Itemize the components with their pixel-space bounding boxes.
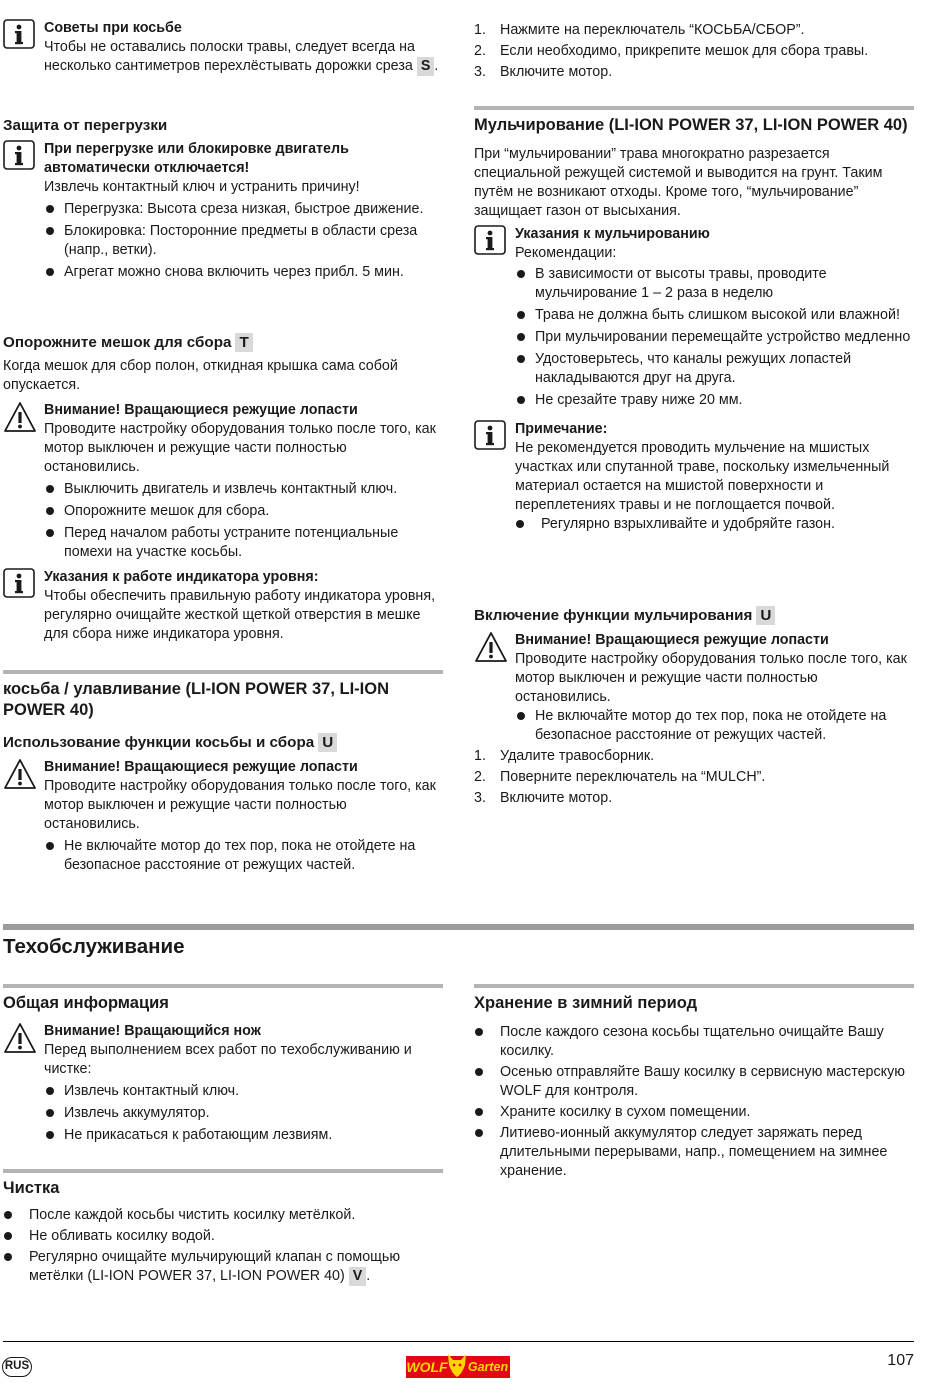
warning-text: Проводите настройку оборудования только после того, как мотор выключен и режущие части полностью остановились. [44, 778, 436, 832]
section-heading: Чистка [3, 1179, 60, 1197]
bullet-list [515, 515, 914, 534]
divider [3, 984, 443, 988]
list-item: После каждого сезона косьбы тщательно очищайте Вашу косилку. [474, 1023, 914, 1061]
subsection-heading: Использование функции косьбы и сбора U [3, 733, 443, 752]
warning-icon [3, 758, 37, 790]
paragraph: При “мульчировании” трава многократно разрезается специальной режущей системой и выводится на грунт. Таким путём не возникают отходы. Кроме того, “мульчирование” защищает газон от высыхания. [474, 146, 883, 219]
section-heading: Включение функции мульчирования U [474, 606, 914, 625]
warning-icon [3, 401, 37, 433]
cleaning-section [3, 1169, 443, 1286]
info-icon [474, 420, 506, 450]
info-icon [3, 140, 35, 170]
footer-divider [3, 1341, 914, 1342]
bullet-list [44, 480, 443, 562]
bullet-list [44, 837, 443, 875]
warning-icon [3, 1022, 37, 1054]
overload-section [3, 116, 443, 282]
list-item: 3. Включите мотор. [474, 64, 613, 80]
section-heading: Опорожните мешок для сбора T [3, 333, 443, 352]
tips-note [3, 19, 443, 76]
warning-text: Проводите настройку оборудования только после того, как мотор выключен и режущие части полностью остановились. [515, 651, 907, 705]
mowing-section [3, 670, 443, 875]
numbered-list [474, 747, 914, 808]
bullet-list [44, 1082, 443, 1145]
list-item: Не обливать косилку водой. [3, 1227, 443, 1246]
section-heading: Защита от перегрузки [3, 117, 168, 134]
section-heading: Общая информация [3, 994, 169, 1012]
figure-tag: U [756, 606, 775, 625]
list-item: 2. Если необходимо, прикрепите мешок для сбора травы. [474, 43, 869, 59]
mulch-on-section [474, 606, 914, 808]
info-icon [474, 225, 506, 255]
mulch-section [474, 106, 914, 534]
list-item: 1. Нажмите на переключатель “КОСЬБА/СБОР”. [474, 22, 805, 38]
list-item: Агрегат можно снова включить через прибл. 5 мин. [44, 263, 443, 282]
note-title: Указания к работе индикатора уровня: [44, 569, 319, 585]
list-item: Извлечь аккумулятор. [44, 1104, 443, 1123]
empty-bag-section [3, 333, 443, 644]
list-item: После каждой косьбы чистить косилку метёлкой. [3, 1206, 443, 1225]
warning-text: Проводите настройку оборудования только после того, как мотор выключен и режущие части полностью остановились. [44, 421, 436, 475]
list-item: Блокировка: Посторонние предметы в области среза (напр., ветки). [44, 222, 443, 260]
list-item: Регулярно очищайте мульчирующий клапан с помощью метёлки (LI-ION POWER 37, LI-ION POWER 40) V . [3, 1248, 443, 1286]
bullet-list [44, 200, 443, 282]
list-item: В зависимости от высоты травы, проводите мульчирование 1 – 2 раза в неделю [515, 265, 914, 303]
warning-title: Внимание! Вращающиеся режущие лопасти [44, 759, 358, 775]
list-item: 2. Поверните переключатель на “MULCH”. [474, 769, 766, 785]
bullet-list [474, 1023, 914, 1181]
paragraph: Когда мешок для сбор полон, откидная крышка сама собой опускается. [3, 358, 398, 393]
info-icon [3, 568, 35, 598]
list-item: Перед началом работы устраните потенциальные помехи на участке косьбы. [44, 524, 443, 562]
list-item: Перегрузка: Высота среза низкая, быстрое движение. [44, 200, 443, 219]
info-icon [3, 19, 35, 49]
divider [474, 106, 914, 110]
brand-wolf: WOLF [406, 1359, 448, 1375]
figure-tag: U [318, 733, 337, 752]
list-item: Не включайте мотор до тех пор, пока не отойдете на безопасное расстояние от режущих частей. [515, 707, 914, 745]
figure-tag: T [235, 333, 252, 352]
section-heading: Хранение в зимний период [474, 994, 698, 1012]
divider [3, 670, 443, 674]
list-item: Удостоверьтесь, что каналы режущих лопастей накладываются друг на друга. [515, 350, 914, 388]
figure-tag: S [417, 57, 435, 76]
list-item: Осенью отправляйте Вашу косилку в сервисную мастерскую WOLF для контроля. [474, 1063, 914, 1101]
list-item: Извлечь контактный ключ. [44, 1082, 443, 1101]
list-item: Не прикасаться к работающим лезвиям. [44, 1126, 443, 1145]
section-heading: Мульчирование (LI-ION POWER 37, LI-ION POWER 40) [474, 116, 908, 134]
list-item: При мульчировании перемещайте устройство медленно [515, 328, 914, 347]
warning-icon [474, 631, 508, 663]
bullet-list [515, 707, 914, 745]
winter-storage-section [474, 984, 914, 1181]
steps-mowing [474, 19, 914, 82]
list-item: Храните косилку в сухом помещении. [474, 1103, 914, 1122]
note-title: Примечание: [515, 421, 608, 437]
maintenance-section [3, 924, 914, 960]
note-title: При перегрузке или блокировке двигатель автоматически отключается! [44, 141, 349, 176]
brand-garten: Garten [467, 1360, 509, 1374]
list-item: Выключить двигатель и извлечь контактный ключ. [44, 480, 443, 499]
bullet-list [3, 1206, 443, 1286]
tips-text: Чтобы не оставались полоски травы, следует всегда на несколько сантиметров перехлёстывать дорожки среза S . [44, 39, 439, 74]
list-item: Литиево-ионный аккумулятор следует заряжать перед длительными перерывами, напр., помещением на зимнее хранение. [474, 1124, 914, 1181]
chapter-heading: Техобслуживание [3, 935, 185, 958]
section-heading: косьба / улавливание (LI-ION POWER 37, LI-ION POWER 40) [3, 680, 389, 719]
list-item: 3. Включите мотор. [474, 790, 613, 806]
warning-text: Перед выполнением всех работ по техобслуживанию и чистке: [44, 1042, 412, 1077]
list-item: Не включайте мотор до тех пор, пока не отойдете на безопасное расстояние от режущих частей. [44, 837, 443, 875]
list-item: Трава не должна быть слишком высокой или влажной! [515, 306, 914, 325]
note-text: Не рекомендуется проводить мульчение на мшистых участках или спутанной траве, поскольку измельченный материал остается на мшистой поверхности и переплетениях травы и не поглощается почвой. [515, 440, 890, 513]
list-item: Не срезайте траву ниже 20 мм. [515, 391, 914, 410]
tips-title: Советы при косьбе [44, 20, 182, 36]
divider [3, 1169, 443, 1173]
brand-logo [406, 1352, 510, 1380]
note-text: Извлечь контактный ключ и устранить причину! [44, 179, 360, 195]
numbered-list [474, 21, 914, 82]
divider [3, 924, 914, 930]
bullet-list [515, 265, 914, 410]
note-text: Рекомендации: [515, 245, 617, 261]
language-badge: RUS [2, 1357, 32, 1377]
warning-title: Внимание! Вращающиеся режущие лопасти [515, 632, 829, 648]
warning-title: Внимание! Вращающийся нож [44, 1023, 261, 1039]
note-title: Указания к мульчированию [515, 226, 710, 242]
list-item: 1. Удалите травосборник. [474, 748, 655, 764]
wolf-head-icon [446, 1352, 468, 1378]
page-number: 107 [887, 1352, 914, 1369]
figure-tag: V [349, 1267, 367, 1286]
warning-title: Внимание! Вращающиеся режущие лопасти [44, 402, 358, 418]
divider [474, 984, 914, 988]
note-text: Чтобы обеспечить правильную работу индикатора уровня, регулярно очищайте жесткой щеткой отверстия в мешке для сбора ниже индикатора уровня. [44, 588, 436, 642]
general-info-section [3, 984, 443, 1145]
list-item: Опорожните мешок для сбора. [44, 502, 443, 521]
list-item: Регулярно взрыхливайте и удобряйте газон. [515, 515, 914, 534]
